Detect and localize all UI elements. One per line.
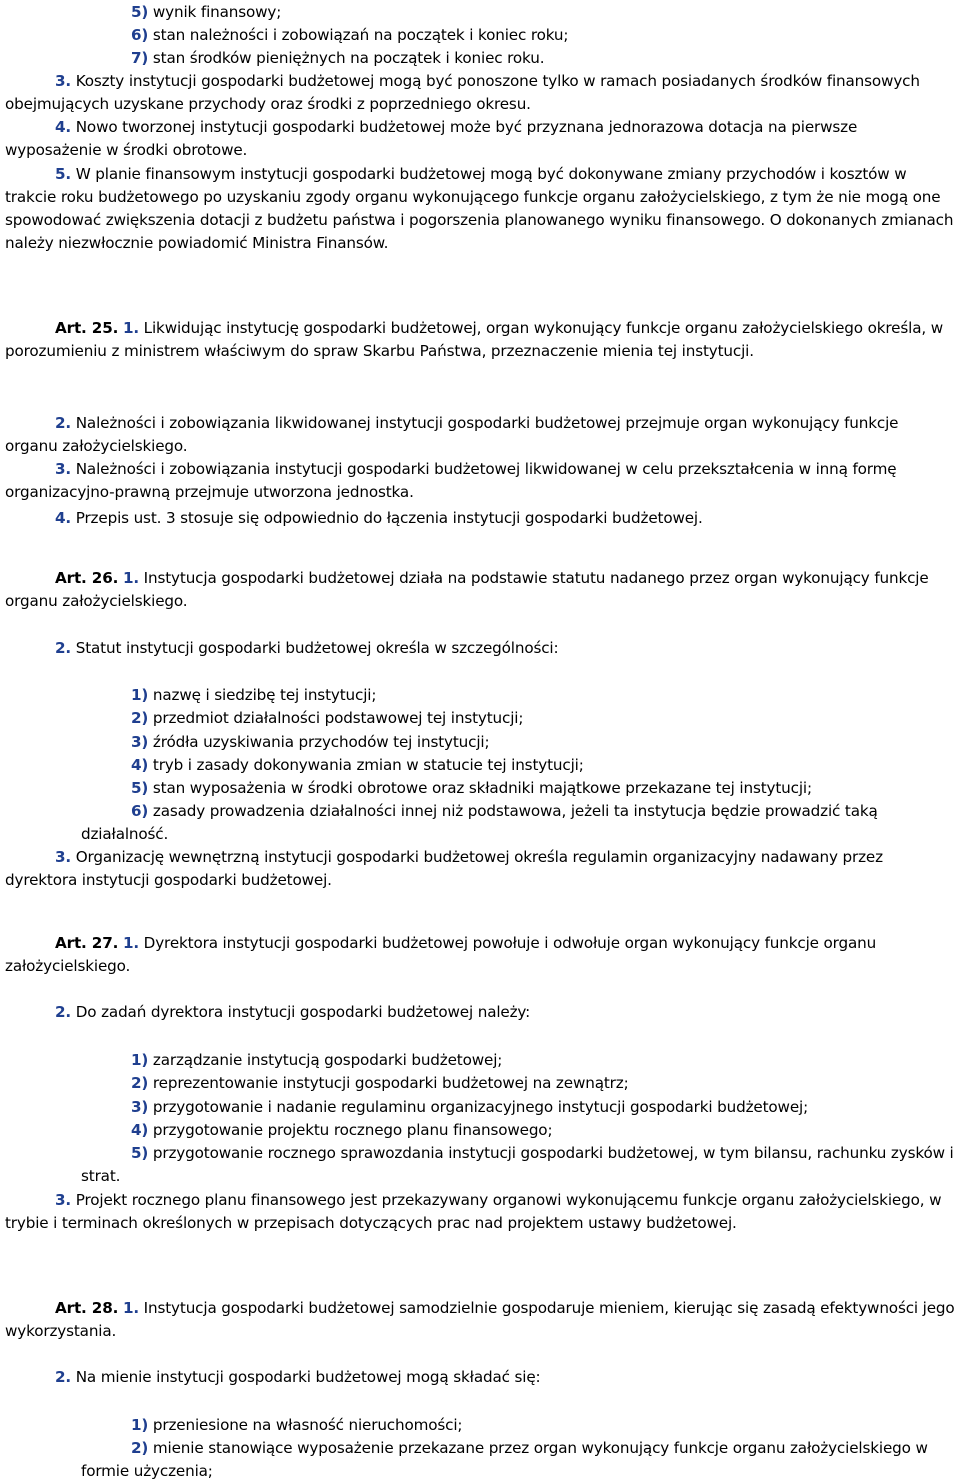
list-item xyxy=(5,1119,955,1142)
paragraph xyxy=(5,412,955,458)
list-item xyxy=(5,1072,955,1095)
paragraph-number: 2. xyxy=(55,1368,72,1386)
paragraph xyxy=(5,1189,955,1235)
list-item xyxy=(5,684,955,707)
paragraph-text: Do zadań dyrektora instytucji gospodarki budżetowej należy: xyxy=(71,1003,531,1021)
item-text: wynik finansowy; xyxy=(148,3,282,21)
list-item xyxy=(5,1096,955,1119)
paragraph xyxy=(5,1001,955,1024)
article-title: Art. 28. xyxy=(55,1299,119,1317)
paragraph-text: Instytucja gospodarki budżetowej działa na podstawie statutu nadanego przez organ wykonujący funkcje organu założycielskiego. xyxy=(5,569,929,610)
paragraph-number: 1. xyxy=(122,569,139,587)
paragraph-number: 2. xyxy=(55,1003,72,1021)
paragraph-text: Przepis ust. 3 stosuje się odpowiednio do łączenia instytucji gospodarki budżetowej. xyxy=(71,509,703,527)
article-28 xyxy=(5,1297,955,1343)
paragraph-text: Instytucja gospodarki budżetowej samodzielnie gospodaruje mieniem, kierując się zasadą efektywności jego wykorzystania. xyxy=(5,1299,955,1340)
item-text: stan wyposażenia w środki obrotowe oraz składniki majątkowe przekazane tej instytucji; xyxy=(148,779,812,797)
item-number: 6) xyxy=(131,26,149,44)
item-number: 3) xyxy=(131,1098,149,1116)
item-text: przygotowanie i nadanie regulaminu organizacyjnego instytucji gospodarki budżetowej; xyxy=(148,1098,809,1116)
item-text: przygotowanie projektu rocznego planu finansowego; xyxy=(148,1121,553,1139)
item-number: 4) xyxy=(131,1121,149,1139)
paragraph xyxy=(5,458,955,504)
item-number: 2) xyxy=(131,1074,149,1092)
list-item xyxy=(5,800,955,846)
paragraph-text: Na mienie instytucji gospodarki budżetowej mogą składać się: xyxy=(71,1368,541,1386)
article-title: Art. 27. xyxy=(55,934,119,952)
item-number: 7) xyxy=(131,49,149,67)
item-number: 2) xyxy=(131,1439,149,1457)
item-text: przygotowanie rocznego sprawozdania instytucji gospodarki budżetowej, w tym bilansu, rachunku zysków i strat. xyxy=(81,1144,954,1185)
paragraph-number: 3. xyxy=(55,72,72,90)
paragraph xyxy=(5,846,955,892)
item-number: 5) xyxy=(131,3,149,21)
paragraph xyxy=(5,507,955,530)
item-number: 5) xyxy=(131,1144,149,1162)
list-item xyxy=(5,1142,955,1188)
paragraph-text: Organizację wewnętrzną instytucji gospodarki budżetowej określa regulamin organizacyjny nadawany przez dyrektora instytucji gospodarki budżetowej. xyxy=(5,848,883,889)
paragraph xyxy=(5,637,955,660)
paragraph-text: Likwidując instytucję gospodarki budżetowej, organ wykonujący funkcje organu założycielskiego określa, w porozumieniu z ministrem właściwym do spraw Skarbu Państwa, przeznaczenie mienia tej instytucji. xyxy=(5,319,943,360)
list-item xyxy=(5,754,955,777)
list-item xyxy=(5,1414,955,1437)
article-27 xyxy=(5,932,955,978)
list-item xyxy=(5,731,955,754)
article-25 xyxy=(5,317,955,363)
paragraph-number: 5. xyxy=(55,165,72,183)
paragraph xyxy=(5,116,955,162)
paragraph-text: Nowo tworzonej instytucji gospodarki budżetowej może być przyznana jednorazowa dotacja na pierwsze wyposażenie w środki obrotowe. xyxy=(5,118,858,159)
item-text: przeniesione na własność nieruchomości; xyxy=(148,1416,463,1434)
paragraph-text: W planie finansowym instytucji gospodarki budżetowej mogą być dokonywane zmiany przychodów i kosztów w trakcie roku budżetowego po uzyskaniu zgody organu wykonującego funkcje organu założycielskiego, z tym że nie mogą one spowodować zwiększenia dotacji z budżetu państwa i pogorszenia planowanego wyniku finansowego. O dokonanych zmianach należy niezwłocznie powiadomić Ministra Finansów. xyxy=(5,165,954,252)
paragraph-text: Należności i zobowiązania likwidowanej instytucji gospodarki budżetowej przejmuje organ wykonujący funkcje organu założycielskiego. xyxy=(5,414,899,455)
paragraph-number: 1. xyxy=(122,1299,139,1317)
article-title: Art. 26. xyxy=(55,569,119,587)
article-title: Art. 25. xyxy=(55,319,119,337)
paragraph xyxy=(5,163,955,255)
item-number: 1) xyxy=(131,1416,149,1434)
paragraph-number: 3. xyxy=(55,1191,72,1209)
paragraph-text: Należności i zobowiązania instytucji gospodarki budżetowej likwidowanej w celu przekształcenia w inną formę organizacyjno-prawną przejmuje utworzona jednostka. xyxy=(5,460,897,501)
paragraph-text: Dyrektora instytucji gospodarki budżetowej powołuje i odwołuje organ wykonujący funkcje organu założycielskiego. xyxy=(5,934,877,975)
item-number: 3) xyxy=(131,733,149,751)
item-text: stan należności i zobowiązań na początek i koniec roku; xyxy=(148,26,569,44)
paragraph xyxy=(5,70,955,116)
item-text: reprezentowanie instytucji gospodarki budżetowej na zewnątrz; xyxy=(148,1074,629,1092)
item-text: zarządzanie instytucją gospodarki budżetowej; xyxy=(148,1051,503,1069)
item-number: 2) xyxy=(131,709,149,727)
list-item xyxy=(5,24,955,47)
list-item xyxy=(5,1,955,24)
item-text: przedmiot działalności podstawowej tej instytucji; xyxy=(148,709,524,727)
paragraph-number: 4. xyxy=(55,509,72,527)
list-item xyxy=(5,707,955,730)
paragraph-number: 3. xyxy=(55,460,72,478)
list-item xyxy=(5,47,955,70)
paragraph-text: Projekt rocznego planu finansowego jest przekazywany organowi wykonującemu funkcje organu założycielskiego, w trybie i terminach określonych w przepisach dotyczących prac nad projektem ustawy budżetowej. xyxy=(5,1191,942,1232)
item-text: stan środków pieniężnych na początek i koniec roku. xyxy=(148,49,545,67)
list-item xyxy=(5,777,955,800)
paragraph-number: 1. xyxy=(122,934,139,952)
paragraph-number: 2. xyxy=(55,639,72,657)
item-text: zasady prowadzenia działalności innej niż podstawowa, jeżeli ta instytucja będzie prowadzić taką działalność. xyxy=(81,802,878,843)
item-text: nazwę i siedzibę tej instytucji; xyxy=(148,686,377,704)
paragraph-number: 3. xyxy=(55,848,72,866)
paragraph-number: 4. xyxy=(55,118,72,136)
item-number: 4) xyxy=(131,756,149,774)
list-item xyxy=(5,1049,955,1072)
paragraph-text: Statut instytucji gospodarki budżetowej określa w szczególności: xyxy=(71,639,559,657)
paragraph-number: 2. xyxy=(55,414,72,432)
paragraph-text: Koszty instytucji gospodarki budżetowej mogą być ponoszone tylko w ramach posiadanych środków finansowych obejmujących uzyskane przychody oraz środki z poprzedniego okresu. xyxy=(5,72,920,113)
item-number: 1) xyxy=(131,1051,149,1069)
item-text: mienie stanowiące wyposażenie przekazane przez organ wykonujący funkcje organu założycielskiego w formie użyczenia; xyxy=(81,1439,928,1480)
list-item xyxy=(5,1437,955,1483)
paragraph-number: 1. xyxy=(122,319,139,337)
item-text: tryb i zasady dokonywania zmian w statucie tej instytucji; xyxy=(148,756,584,774)
item-number: 6) xyxy=(131,802,149,820)
item-number: 1) xyxy=(131,686,149,704)
article-26 xyxy=(5,567,955,613)
item-text: źródła uzyskiwania przychodów tej instytucji; xyxy=(148,733,490,751)
item-number: 5) xyxy=(131,779,149,797)
paragraph xyxy=(5,1366,955,1389)
